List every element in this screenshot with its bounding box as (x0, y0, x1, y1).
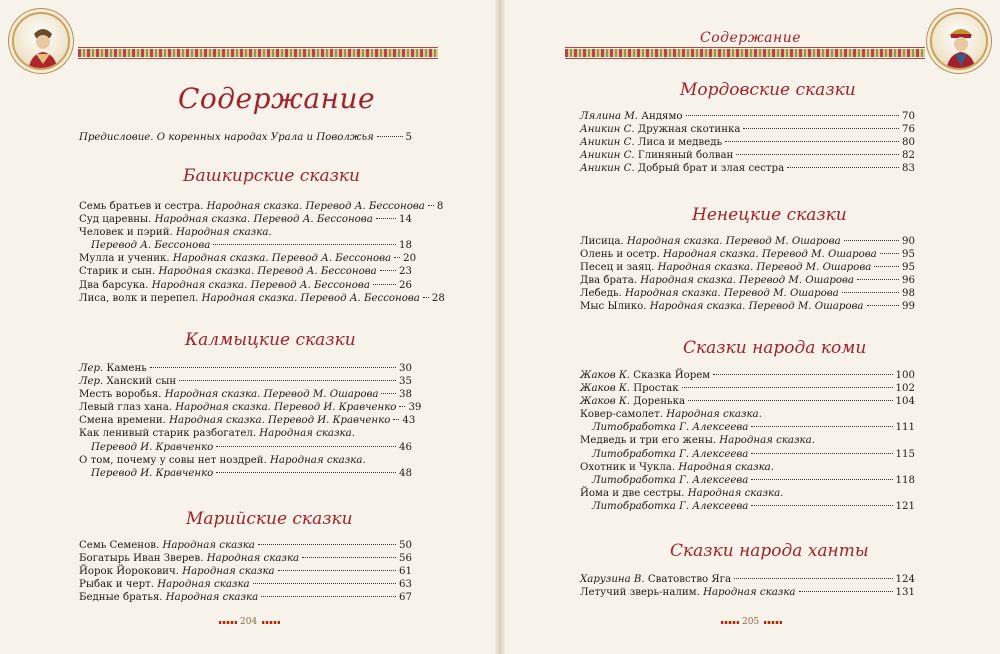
list-item[interactable] (79, 252, 417, 265)
list-item[interactable] (79, 467, 412, 480)
page-ref: 63 (399, 579, 412, 591)
page-ref: 96 (902, 275, 915, 287)
page-ref: 131 (895, 587, 915, 599)
ornament-band (565, 49, 925, 57)
entry-title: Лебедь. Народная сказка. Перевод М. Ошарова (580, 288, 839, 300)
list-item[interactable] (79, 375, 412, 388)
section-title-nenets: Ненецкие сказки (692, 205, 847, 225)
page-ref: 104 (895, 396, 915, 408)
leader-dots (736, 154, 899, 155)
entry-title: Литобработка Г. Алексеева (592, 500, 749, 512)
entry-title: Бедные братья. Народная сказка (79, 592, 259, 604)
list-item[interactable] (580, 149, 915, 162)
toc-list (79, 362, 422, 480)
entry-title: Лер. Ханский сын (79, 376, 177, 388)
list-item[interactable] (580, 123, 915, 136)
page-ref: 28 (431, 292, 445, 304)
entry-title: Рыбак и черт. Народная сказка (79, 579, 250, 591)
list-item[interactable] (79, 427, 412, 440)
entry-title: Олень и осетр. Народная сказка. Перевод М. Ошарова (580, 249, 877, 261)
list-item[interactable] (79, 292, 445, 305)
page-ref: 90 (902, 236, 915, 247)
leader-dots (686, 115, 900, 116)
page-ref: 48 (399, 467, 412, 479)
list-item[interactable] (79, 265, 412, 278)
leader-dots (278, 570, 396, 571)
page-ref: 67 (399, 592, 412, 604)
list-item[interactable] (79, 226, 412, 239)
page-number: 205 (742, 617, 760, 627)
leader-dots (302, 557, 396, 558)
page-ref: 46 (399, 441, 412, 453)
entry-title: Аникин С. Глиняный болван (580, 150, 734, 162)
leader-dots (880, 253, 899, 254)
toc-list (580, 369, 915, 513)
page-number-ornament (219, 621, 237, 624)
list-item[interactable] (79, 239, 412, 252)
page-title: Содержание (178, 82, 376, 115)
leader-dots (787, 167, 899, 168)
list-item[interactable] (580, 162, 915, 175)
entry-title: Как ленивый старик разбогател. Народная сказка. (79, 428, 355, 440)
page-ref: 8 (436, 201, 444, 212)
page-ref: 111 (895, 422, 915, 434)
list-item[interactable] (580, 136, 915, 149)
page-ref: 23 (399, 266, 412, 278)
leader-dots (150, 367, 396, 368)
leader-dots (216, 446, 396, 447)
leader-dots (376, 218, 396, 219)
entry-title: Перевод И. Кравченко (91, 441, 214, 453)
list-item[interactable] (79, 441, 412, 454)
list-item[interactable] (79, 539, 412, 552)
page-number-ornament (262, 621, 280, 624)
entry-title: Йорок Йорокович. Народная сказка (79, 566, 275, 578)
page-number-ornament (721, 621, 739, 624)
leader-dots (751, 453, 892, 454)
section-title-kalmyk: Калмыцкие сказки (185, 330, 356, 350)
leader-dots (734, 578, 892, 579)
entry-title: Лялина М. Андямо (580, 111, 683, 122)
leader-dots (682, 387, 893, 388)
page-ref: 18 (399, 240, 412, 252)
page-ref: 102 (895, 383, 915, 395)
ornament-band (78, 49, 438, 57)
leader-dots (261, 596, 396, 597)
list-item[interactable] (580, 448, 915, 461)
leader-dots (179, 380, 396, 381)
entry-title: Аникин С. Добрый брат и злая сестра (580, 163, 785, 175)
entry-title: Человек и пэрий. Народная сказка. (79, 227, 272, 239)
page-ref: 76 (902, 124, 915, 136)
entry-title: Левый глаз хана. Народная сказка. Перевод И. Кравченко (79, 402, 397, 414)
leader-dots (373, 284, 396, 285)
list-item[interactable] (79, 200, 444, 213)
leader-dots (751, 505, 892, 506)
entry-title: Два брата. Народная сказка. Перевод М. Ошарова (580, 275, 855, 287)
page-ref: 118 (895, 474, 915, 486)
list-item[interactable] (79, 414, 416, 427)
leader-dots (688, 400, 893, 401)
entry-title: Охотник и Чукла. Народная сказка. (580, 461, 774, 473)
toc-list (79, 200, 445, 305)
entry-title: Мыс Ылико. Народная сказка. Перевод М. Ошарова (580, 301, 864, 313)
page-ref: 95 (902, 249, 915, 261)
toc-list (79, 539, 412, 604)
leader-dots (867, 305, 900, 306)
leader-dots (713, 374, 892, 375)
entry-title: Богатырь Иван Зверев. Народная сказка (79, 553, 300, 565)
entry-title: Смена времени. Народная сказка. Перевод И. Кравченко (79, 415, 391, 427)
list-item[interactable] (580, 500, 915, 513)
page-number-ornament (764, 621, 782, 624)
list-item[interactable] (580, 434, 915, 447)
entry-title: Лер. Камень (79, 363, 147, 374)
list-item[interactable] (580, 421, 915, 434)
list-item[interactable] (79, 362, 412, 375)
leader-dots (751, 426, 892, 427)
running-header: Содержание (700, 30, 802, 46)
entry-title: Аникин С. Лиса и медведь (580, 137, 723, 149)
list-item[interactable] (79, 388, 412, 401)
leader-dots (844, 240, 899, 241)
entry-title: Старик и сын. Народная сказка. Перевод А. Бессонова (79, 266, 377, 278)
page-ref: 124 (895, 574, 915, 585)
list-item[interactable] (79, 565, 412, 578)
leader-dots (258, 544, 396, 545)
leader-dots (743, 128, 899, 129)
page-ref: 50 (399, 540, 412, 551)
list-item[interactable] (79, 578, 412, 591)
list-item[interactable] (79, 279, 412, 292)
entry-title: Летучий зверь-налим. Народная сказка (580, 587, 796, 599)
book-gutter (494, 0, 506, 654)
leader-dots (394, 257, 400, 258)
entry-title: Песец и заяц. Народная сказка. Перевод М. Ошарова (580, 262, 872, 274)
list-item[interactable]: Предисловие. О коренных народах Урала и Поволжья 5 (79, 132, 412, 143)
list-item[interactable] (79, 552, 412, 565)
entry-title: О том, почему у совы нет ноздрей. Народная сказка. (79, 454, 366, 466)
page-ref: 115 (895, 448, 915, 460)
section-title-komi: Сказки народа коми (683, 338, 867, 358)
list-item[interactable] (580, 300, 915, 313)
leader-dots (874, 266, 899, 267)
entry-title: Лисица. Народная сказка. Перевод М. Ошарова (580, 236, 841, 247)
leader-dots (799, 591, 893, 592)
toc-preface (79, 131, 412, 144)
page-ref: 80 (902, 137, 915, 149)
section-title-mordovian: Мордовские сказки (680, 80, 856, 100)
list-item[interactable] (580, 382, 915, 395)
leader-dots (842, 292, 899, 293)
page-ref: 100 (895, 370, 915, 381)
leader-dots (399, 406, 405, 407)
leader-dots (381, 393, 396, 394)
entry-title: Литобработка Г. Алексеева (592, 474, 749, 486)
leader-dots (213, 244, 396, 245)
list-item[interactable] (580, 461, 915, 474)
entry-title: Месть воробья. Народная сказка. Перевод М. Ошарова (79, 389, 379, 401)
entry-title: Жаков К. Сказка Йорем (580, 370, 711, 381)
page-number: 204 (240, 617, 258, 627)
list-item[interactable] (580, 369, 915, 382)
leader-dots (216, 472, 396, 473)
list-item[interactable] (580, 287, 915, 300)
entry-title: Аникин С. Дружная скотинка (580, 124, 741, 136)
entry-title: Семь братьев и сестра. Народная сказка. Перевод А. Бессонова (79, 201, 425, 212)
list-item[interactable] (79, 591, 412, 604)
list-item[interactable] (580, 274, 915, 287)
list-item[interactable] (580, 261, 915, 274)
list-item[interactable] (79, 213, 412, 226)
page-ref: 14 (399, 214, 412, 226)
leader-dots (857, 279, 899, 280)
entry-title: Два барсука. Народная сказка. Перевод А. Бессонова (79, 279, 370, 291)
leader-dots (380, 270, 396, 271)
leader-dots (423, 297, 429, 298)
list-item[interactable] (79, 401, 422, 414)
page-ref: 43 (402, 415, 416, 427)
list-item[interactable] (580, 586, 915, 599)
list-item[interactable] (79, 454, 412, 467)
list-item[interactable] (580, 110, 915, 123)
toc-list (580, 110, 915, 175)
page-ref: 35 (399, 376, 412, 388)
entry-title: Жаков К. Простак (580, 383, 679, 395)
toc-list (580, 573, 915, 599)
portrait-medallion-icon (930, 12, 988, 70)
entry-title: Перевод И. Кравченко (91, 467, 214, 479)
entry-title: Ковер-самолет. Народная сказка. (580, 409, 762, 421)
page-ref: 98 (902, 288, 915, 300)
entry-title: Йома и две сестры. Народная сказка. (580, 487, 784, 499)
page-ref: 30 (399, 363, 412, 374)
entry-title: Суд царевны. Народная сказка. Перевод А. Бессонова (79, 214, 373, 226)
page-ref: 61 (399, 566, 412, 578)
entry-title: Лиса, волк и перепел. Народная сказка. Перевод А. Бессонова (79, 292, 420, 304)
page-ref: 70 (902, 111, 915, 122)
leader-dots (393, 419, 399, 420)
toc-list (580, 235, 915, 314)
portrait-medallion-icon (12, 12, 70, 70)
entry-title: Мулла и ученик. Народная сказка. Перевод А. Бессонова (79, 253, 392, 265)
entry-title: Харузина В. Сватовство Ягa (580, 574, 732, 585)
list-item[interactable] (580, 573, 915, 586)
leader-dots (428, 205, 434, 206)
page-ref: 26 (399, 279, 412, 291)
page-ref: 38 (399, 389, 412, 401)
leader-dots (253, 583, 396, 584)
page-ref: 39 (408, 402, 422, 414)
list-item[interactable] (580, 248, 915, 261)
list-item[interactable] (580, 395, 915, 408)
page-ref: 82 (902, 150, 915, 162)
entry-title: Семь Семенов. Народная сказка (79, 540, 255, 551)
page-ref: 121 (895, 500, 915, 512)
leader-dots (725, 141, 899, 142)
section-title-bashkir: Башкирские сказки (183, 166, 360, 186)
page-ref: 95 (902, 262, 915, 274)
entry-title: Литобработка Г. Алексеева (592, 448, 749, 460)
leader-dots (751, 479, 892, 480)
entry-title: Литобработка Г. Алексеева (592, 422, 749, 434)
page-ref: 20 (403, 253, 417, 265)
page-ref: 99 (902, 301, 915, 313)
list-item[interactable] (580, 487, 915, 500)
list-item[interactable] (580, 474, 915, 487)
entry-title: Медведь и три его жены. Народная сказка. (580, 435, 815, 447)
page-ref: 56 (399, 553, 412, 565)
section-title-mari: Марийские сказки (186, 509, 353, 529)
entry-title: Перевод А. Бессонова (91, 240, 211, 252)
list-item[interactable] (580, 408, 915, 421)
section-title-khanty: Сказки народа ханты (670, 541, 869, 561)
page-ref: 83 (902, 163, 915, 175)
entry-title: Жаков К. Доренька (580, 396, 686, 408)
list-item[interactable] (580, 235, 915, 248)
